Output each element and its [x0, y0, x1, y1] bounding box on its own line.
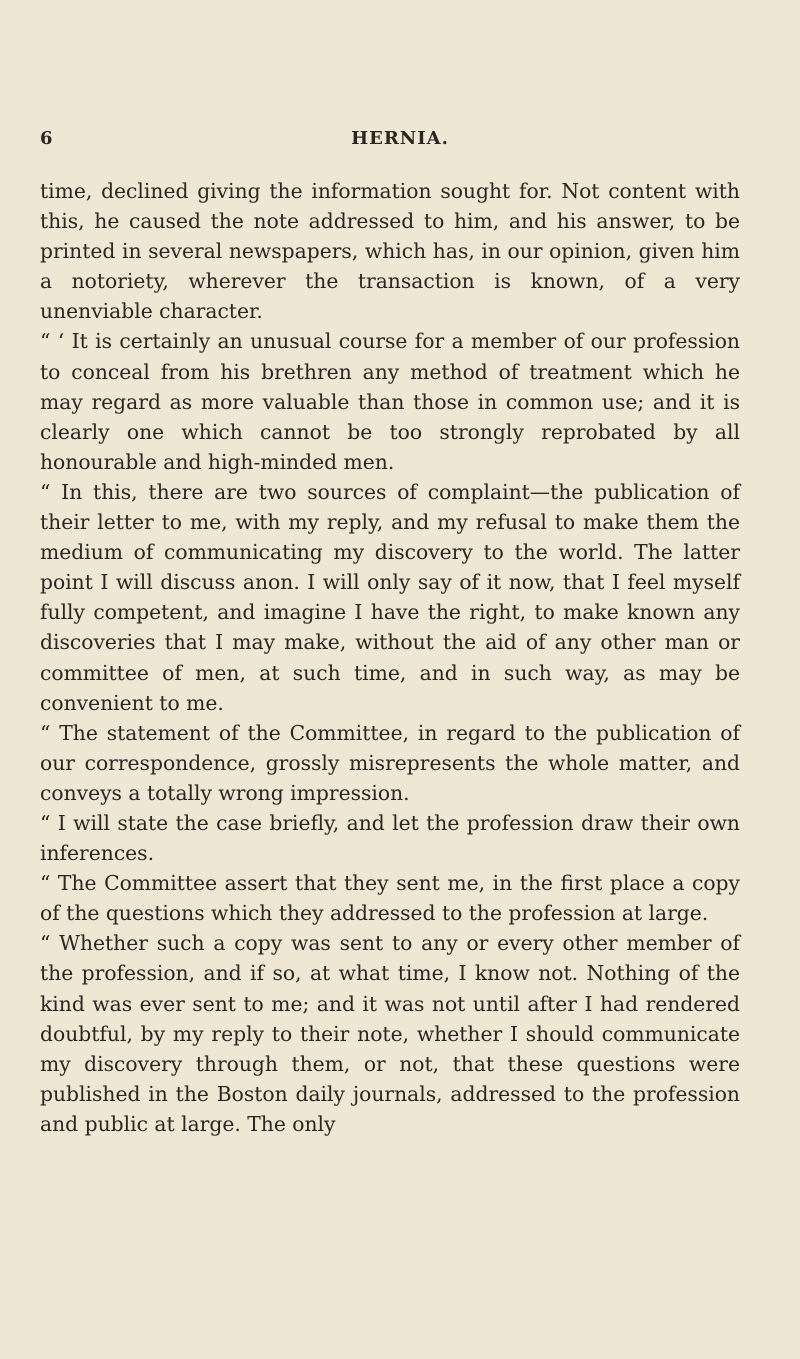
running-head: HERNIA.: [351, 128, 449, 149]
paragraph: time, declined giving the information sought for. Not content with this, he caused the note addressed to him, and his answer, to be printed in several newspapers, which has, in our opinion, given him a notoriety, wherever the transaction is known, of a very unenviable character.: [40, 179, 740, 324]
paragraph: “ Whether such a copy was sent to any or every other member of the profession, and if so, at what time, I know not. Nothing of the kind was ever sent to me; and it was not until after I had rendered doubtful, by my reply to their note, whether I should communicate my discovery through them, or not, that these questions were published in the Boston daily journals, addressed to the profession and public at large. The only: [40, 931, 740, 1136]
page-number: 6: [40, 128, 53, 149]
paragraph: “ ‘ It is certainly an unusual course for a member of our profession to conceal from his brethren any method of treatment which he may regard as more valuable than those in common use; and it is clearly one which cannot be too strongly reprobated by all honourable and high-minded men.: [40, 329, 740, 474]
page-header: [40, 128, 740, 156]
paragraph: “ The statement of the Committee, in regard to the publication of our correspondence, grossly misrepresents the whole matter, and conveys a totally wrong impression.: [40, 720, 740, 805]
paragraph: “ I will state the case briefly, and let the profession draw their own inferences.: [40, 810, 740, 866]
paragraph: “ In this, there are two sources of complaint—the publication of their letter to me, with my reply, and my refusal to make them the medium of communicating my discovery to the world. The latter point I will discuss anon. I will only say of it now, that I feel myself fully competent, and imagine I have the right, to make known any discoveries that I may make, without the aid of any other man or committee of men, at such time, and in such way, as may be convenient to me.: [40, 479, 740, 715]
body-text: [40, 176, 740, 1139]
paragraph: “ The Committee assert that they sent me, in the first place a copy of the questions which they addressed to the profession at large.: [40, 871, 740, 926]
